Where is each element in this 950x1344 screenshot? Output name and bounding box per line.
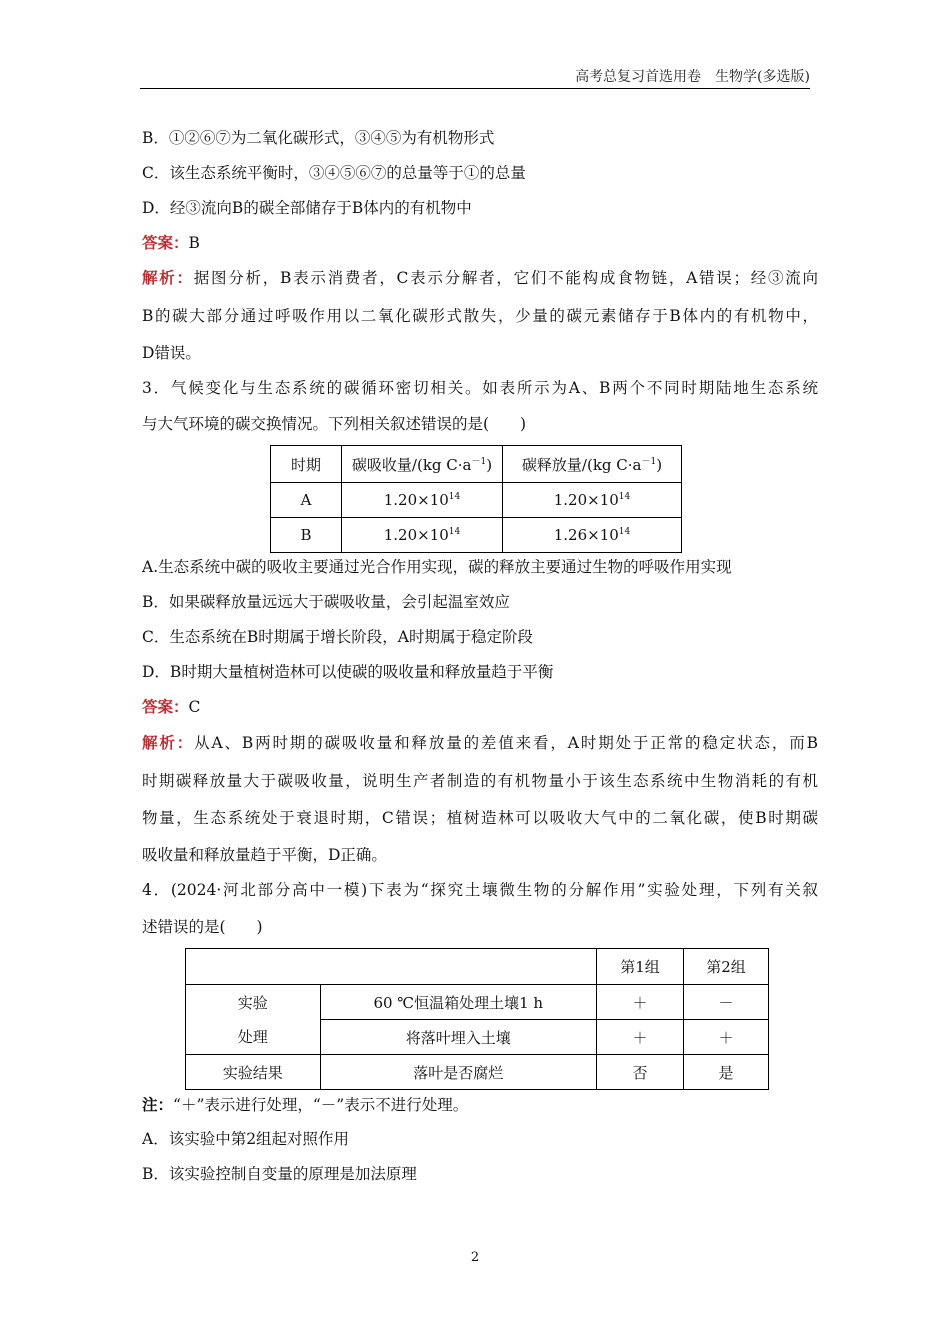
table-header-absorb: 碳吸收量/(kg $C\cdot a^{-1}$) [342,446,503,483]
q3-analysis-line-4: 吸收量和释放量趋于平衡，D正确。 [142,846,387,864]
table-cell-release: $1.20\times 10^{14}$ [503,483,682,518]
analysis-label: 解析： [142,268,194,287]
carbon-exchange-table [270,445,682,553]
q3-option-b: B．如果碳释放量远远大于碳吸收量，会引起温室效应 [142,593,510,611]
table-row [186,985,769,1020]
table-cell-g1: 否 [597,1055,684,1090]
q3-option-d: D．B时期大量植树造林可以使碳的吸收量和释放量趋于平衡 [142,663,554,681]
q2-option-b: B．①②⑥⑦为二氧化碳形式，③④⑤为有机物形式 [142,129,495,147]
analysis-text: 从A、B两时期的碳吸收量和释放量的差值来看，A时期处于正常的稳定状态，而B [194,734,818,752]
header-rule [140,88,810,89]
page-number: 2 [470,1250,480,1265]
q3-option-a: A.生态系统中碳的吸收主要通过光合作用实现，碳的释放主要通过生物的呼吸作用实现 [142,558,732,576]
table-cell-period: A [271,483,342,518]
table-header-group1: 第1组 [597,949,684,985]
answer-label: 答案： [142,233,189,252]
table-cell-absorb: $1.20\times 10^{14}$ [342,518,503,553]
q3-analysis-line-3: 物量，生态系统处于衰退时期，C错误；植树造林可以吸收大气中的二氧化碳，使B时期碳 [142,809,818,827]
table-cell-period: B [271,518,342,553]
experiment-table [185,948,769,1090]
table-cell-release: $1.26\times 10^{14}$ [503,518,682,553]
table-cell-g1: ＋ [597,985,684,1020]
table-cell-g2: 是 [684,1055,769,1090]
q2-option-d: D．经③流向B的碳全部储存于B体内的有机物中 [142,199,472,217]
q3-answer [142,697,200,717]
q2-answer [142,233,200,253]
table-row [271,518,682,553]
answer-label: 答案： [142,697,189,716]
q2-option-c: C．该生态系统平衡时，③④⑤⑥⑦的总量等于①的总量 [142,164,526,182]
table-header-period: 时期 [271,446,342,483]
answer-value: B [188,234,200,252]
table-cell-treatment-label: 实验 处理 [186,985,321,1055]
q2-analysis-line-1 [142,268,818,288]
answer-value: C [188,698,201,716]
table-row [186,1055,769,1090]
table-cell-item: 60 ℃恒温箱处理土壤1 h [320,985,597,1020]
table-cell-result-label: 实验结果 [186,1055,321,1090]
q3-option-c: C．生态系统在B时期属于增长阶段，A时期属于稳定阶段 [142,628,533,646]
q4-note [142,1095,468,1115]
table-header-group2: 第2组 [684,949,769,985]
table-cell-item: 将落叶埋入土壤 [320,1020,597,1055]
q4-option-a: A．该实验中第2组起对照作用 [142,1130,350,1148]
analysis-text: 据图分析，B表示消费者，C表示分解者，它们不能构成食物链，A错误；经③流向 [193,269,818,287]
note-label: 注： [142,1095,174,1114]
q4-option-b: B．该实验控制自变量的原理是加法原理 [142,1165,417,1183]
q3-analysis-line-2: 时期碳释放量大于碳吸收量，说明生产者制造的有机物量小于该生态系统中生物消耗的有机 [142,772,818,790]
q2-analysis-line-3: D错误。 [142,344,201,362]
q3-analysis-line-1 [142,733,818,753]
running-header: 高考总复习首选用卷 生物学(多选版) [575,69,810,85]
q4-stem-line-2: 述错误的是( ) [142,918,263,936]
table-cell-item: 落叶是否腐烂 [320,1055,597,1090]
q4-stem-line-1: 4．(2024·河北部分高中一模)下表为“探究土壤微生物的分解作用”实验处理，下列有关叙 [142,881,818,899]
table-cell-g2: ＋ [684,1020,769,1055]
note-text: “＋”表示进行处理，“－”表示不进行处理。 [173,1096,469,1114]
q2-analysis-line-2: B的碳大部分通过呼吸作用以二氧化碳形式散失，少量的碳元素储存于B体内的有机物中， [142,307,818,325]
q3-stem-line-2: 与大气环境的碳交换情况。下列相关叙述错误的是( ) [142,415,527,433]
table-row [271,483,682,518]
table-header-release: 碳释放量/(kg $C\cdot a^{-1}$) [503,446,682,483]
q3-stem-line-1: 3．气候变化与生态系统的碳循环密切相关。如表所示为A、B两个不同时期陆地生态系统 [142,379,818,397]
table-cell-g1: ＋ [597,1020,684,1055]
analysis-label: 解析： [142,733,195,752]
table-cell-absorb: $1.20\times 10^{14}$ [342,483,503,518]
table-cell-g2: － [684,985,769,1020]
